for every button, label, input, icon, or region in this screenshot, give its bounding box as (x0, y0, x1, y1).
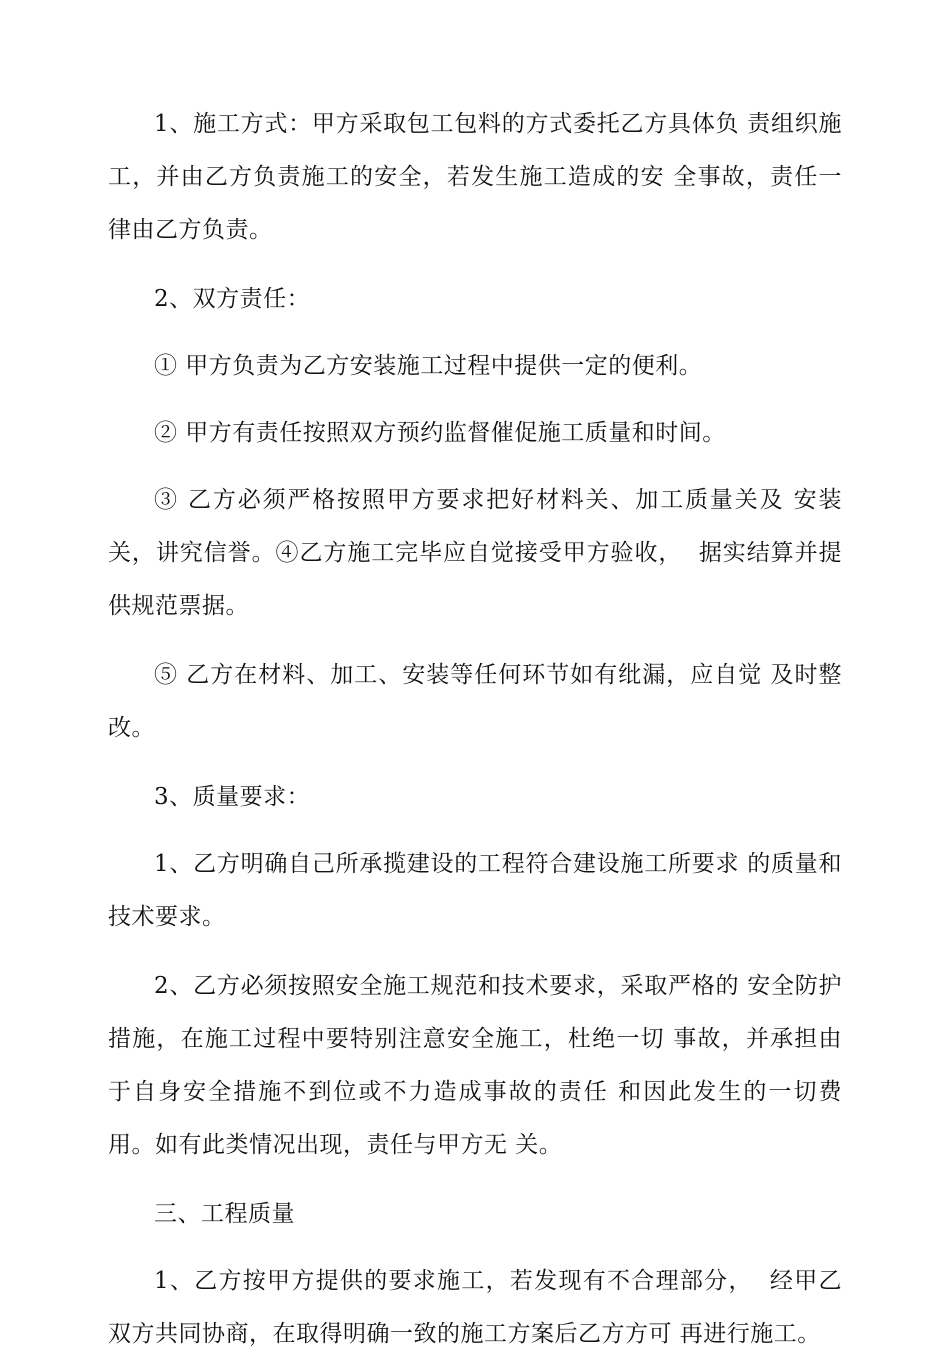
list-item-party-b-rectification: ⑤ 乙方在材料、加工、安装等任何环节如有纰漏，应自觉 及时整改。 (108, 662, 842, 741)
heading-mutual-responsibilities: 2、双方责任： (154, 286, 311, 312)
paragraph-construction-consultation: 1、乙方按甲方提供的要求施工，若发现有不合理部分， 经甲乙双方共同协商，在取得明确一致的施工方案后乙方方可 再进行施工。 (108, 1268, 842, 1347)
heading-engineering-quality: 三、工程质量 (154, 1201, 295, 1227)
document-page (108, 98, 842, 1361)
heading-quality-requirements: 3、质量要求： (154, 784, 311, 810)
paragraph-safety-measures: 2、乙方必须按照安全施工规范和技术要求，采取严格的 安全防护措施，在施工过程中要特别注意安全施工，杜绝一切 事故，并承担由于自身安全措施不到位或不力造成事故的责任 和因此发生的一切费用。如有此类情况出现，责任与甲方无 关。 (108, 973, 842, 1158)
paragraph-quality-compliance: 1、乙方明确自己所承揽建设的工程符合建设施工所要求 的质量和技术要求。 (108, 851, 842, 930)
list-item-party-b-quality-control: ③ 乙方必须严格按照甲方要求把好材料关、加工质量关及 安装关，讲究信誉。④乙方施工完毕应自觉接受甲方验收， 据实结算并提供规范票据。 (108, 487, 842, 619)
list-item-party-a-convenience: ① 甲方负责为乙方安装施工过程中提供一定的便利。 (154, 353, 703, 379)
paragraph-construction-method: 1、施工方式：甲方采取包工包料的方式委托乙方具体负 责组织施工，并由乙方负责施工的安全，若发生施工造成的安 全事故，责任一律由乙方负责。 (108, 111, 842, 243)
list-item-party-a-supervision: ② 甲方有责任按照双方预约监督催促施工质量和时间。 (154, 420, 726, 446)
